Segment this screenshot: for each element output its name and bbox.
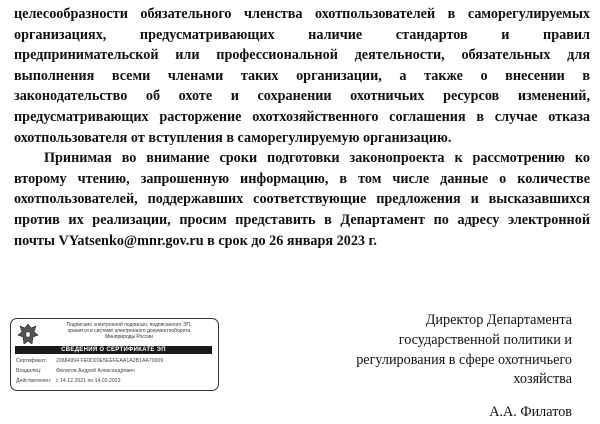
- stamp-header-line: хранится в системе электронного документооборота: [67, 328, 191, 334]
- text-line: выполнения всеми членами таких организации, а также о внесении в: [14, 67, 590, 84]
- cert-row-label: Действителен:: [16, 378, 52, 384]
- letter-body: [14, 4, 590, 251]
- stamp-header-line: Подписано электронной подписью, подписанного ЭП,: [66, 322, 192, 328]
- text-line: организациях, предусматривающих наличие стандартов и правил: [14, 26, 590, 43]
- stamp-header: [45, 322, 213, 340]
- position-line: хозяйства: [513, 371, 572, 388]
- cert-row-label: Сертификат:: [16, 358, 47, 364]
- electronic-signature-stamp: [10, 318, 219, 391]
- stamp-header-line: Минприроды России: [105, 334, 153, 340]
- coat-of-arms-icon: [16, 322, 40, 348]
- position-line: регулирования в сфере охотничьего: [356, 351, 572, 368]
- text-line: охотпользователей, поддержавших соответствующие предложения и высказавшихся: [14, 191, 590, 208]
- signature-position-block: [300, 311, 572, 390]
- text-line: предусматривающих расторжение охотхозяйственного соглашения в случае отказа: [14, 108, 590, 125]
- signer-name: А.А. Филатов: [489, 404, 572, 420]
- cert-row-value: с 14.12.2021 по 14.03.2023: [56, 378, 121, 384]
- text-line: почты VYatsenko@mnr.gov.ru в срок до 26 января 2023 г.: [14, 232, 377, 249]
- cert-row: [16, 366, 214, 376]
- text-line: предпринимательской или профессиональной деятельности, обязательных для: [14, 47, 590, 64]
- cert-row-label: Владелец:: [16, 368, 42, 374]
- text-line: против их реализации, просим представить в Департамент по адресу электронной: [14, 211, 590, 228]
- position-line: Директор Департамента: [425, 312, 572, 328]
- text-line: охотпользователя от вступления в саморегулируемую организацию.: [14, 129, 452, 146]
- text-line: законодательство об охоте и сохранении охотничьих ресурсов изменений,: [14, 88, 590, 105]
- cert-rows: [16, 356, 214, 386]
- text-line: второму чтению, запрошенную информацию, в том числе данные о количестве: [14, 170, 590, 187]
- paragraph-2: [14, 148, 590, 251]
- text-line: целесообразности обязательного членства охотпользователей в саморегулируемых: [14, 6, 590, 22]
- cert-row-value: 20684994 FE0D20E5EEFEAA1A2B1AA70009: [56, 358, 164, 364]
- paragraph-1: [14, 4, 590, 148]
- position-line: государственной политики и: [398, 331, 572, 348]
- cert-row: [16, 356, 214, 366]
- cert-row: [16, 376, 214, 386]
- text-line: Принимая во внимание сроки подготовки законопроекта к рассмотрению ко: [44, 150, 590, 167]
- cert-title: СВЕДЕНИЯ О СЕРТИФИКАТЕ ЭП: [15, 346, 212, 354]
- cert-row-value: Филатов Андрей Александрович: [56, 368, 135, 374]
